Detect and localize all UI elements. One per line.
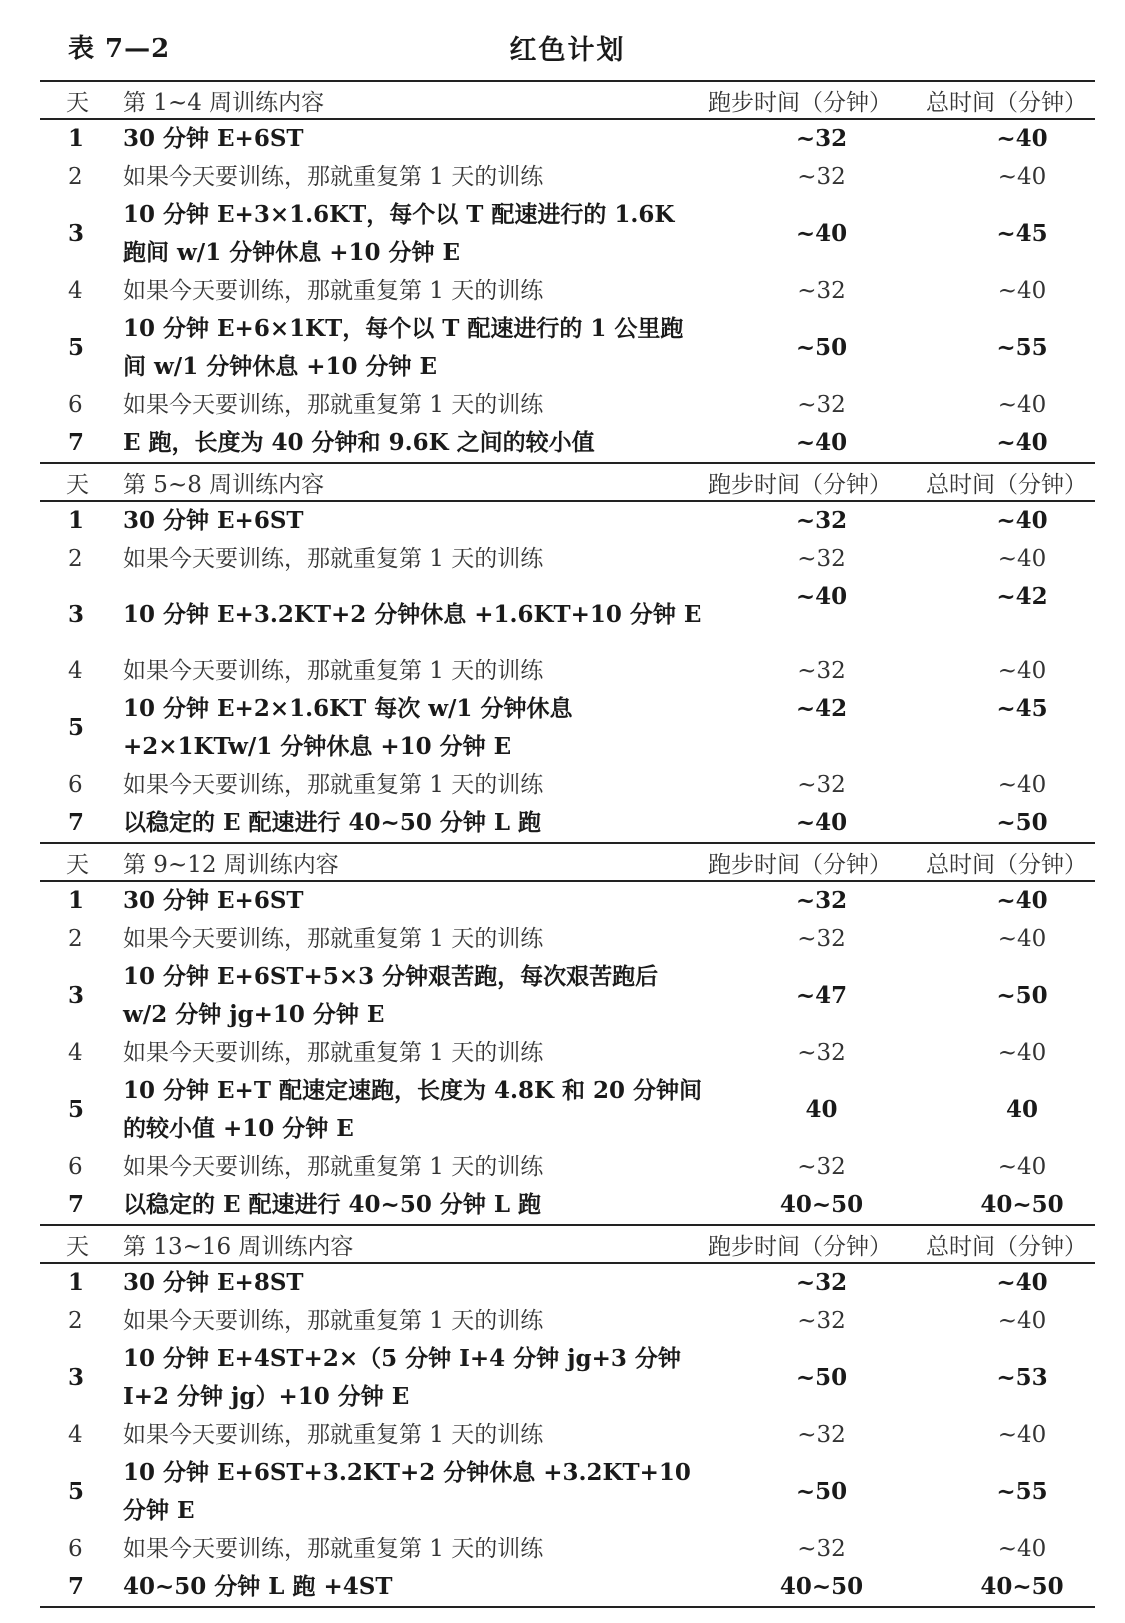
- total-time-value: ~45: [996, 695, 1048, 722]
- total-time-value: ~40: [996, 1269, 1048, 1296]
- table-label: 表 7—2: [68, 34, 171, 64]
- day-number: 1: [68, 507, 85, 534]
- workout-description: 30 分钟 E+6ST: [123, 125, 304, 152]
- run-time-value: ~32: [797, 926, 846, 952]
- workout-description: 30 分钟 E+6ST: [123, 507, 304, 534]
- run-time-value: ~32: [795, 887, 848, 914]
- run-time-value: ~32: [797, 772, 846, 798]
- table-row: [40, 196, 1095, 272]
- run-time-value: ~32: [795, 1269, 848, 1296]
- table-row: [40, 1340, 1095, 1416]
- run-time-value: 40~50: [779, 1191, 864, 1218]
- section-title: 第 13~16 周训练内容: [113, 1225, 708, 1263]
- table-row: [40, 424, 1095, 463]
- table-row: [40, 920, 1095, 958]
- table-row: [40, 690, 1095, 766]
- run-time-value: ~40: [795, 583, 848, 610]
- table-row: [40, 1148, 1095, 1186]
- total-time-column-header: 总时间（分钟）: [895, 463, 1095, 501]
- day-number: 5: [68, 1096, 85, 1123]
- workout-description: 以稳定的 E 配速进行 40~50 分钟 L 跑: [123, 809, 542, 836]
- day-column-header: 天: [40, 1225, 113, 1263]
- section-title: 第 9~12 周训练内容: [113, 843, 708, 881]
- day-number: 7: [68, 429, 85, 456]
- section-header-row: [40, 81, 1095, 119]
- table-row: [40, 881, 1095, 920]
- total-time-value: ~40: [996, 507, 1048, 534]
- day-number: 7: [68, 809, 85, 836]
- table-row: [40, 1263, 1095, 1302]
- run-time-value: ~40: [795, 809, 848, 836]
- day-number: 2: [68, 164, 83, 190]
- workout-description: 10 分钟 E+T 配速定速跑，长度为 4.8K 和 20 分钟间的较小值 +10 分钟 E: [123, 1077, 702, 1142]
- day-number: 2: [68, 926, 83, 952]
- table-row: [40, 1530, 1095, 1568]
- section-title: 第 1~4 周训练内容: [113, 81, 708, 119]
- total-time-value: 40~50: [980, 1191, 1064, 1218]
- total-time-value: ~50: [996, 809, 1048, 836]
- run-time-value: 40~50: [708, 1568, 895, 1607]
- day-number: 4: [68, 1040, 83, 1066]
- workout-description: 40~50 分钟 L 跑 +4ST: [113, 1568, 708, 1607]
- total-time-value: ~40: [996, 125, 1048, 152]
- run-time-value: ~32: [797, 546, 846, 572]
- day-number: 6: [68, 772, 83, 798]
- run-time-value: ~32: [797, 392, 846, 418]
- table-row: [40, 1186, 1095, 1225]
- table-row: [40, 158, 1095, 196]
- workout-description: 如果今天要训练，那就重复第 1 天的训练: [123, 926, 544, 952]
- workout-description: 30 分钟 E+8ST: [123, 1269, 304, 1296]
- table-row: [40, 804, 1095, 843]
- workout-description: 10 分钟 E+6ST+3.2KT+2 分钟休息 +3.2KT+10 分钟 E: [123, 1459, 691, 1524]
- workout-description: 10 分钟 E+2×1.6KT 每次 w/1 分钟休息 +2×1KTw/1 分钟休息 +10 分钟 E: [123, 695, 573, 760]
- total-time-value: ~40: [997, 658, 1047, 684]
- day-column-header: 天: [40, 463, 113, 501]
- run-time-value: ~32: [797, 1422, 846, 1448]
- run-time-value: ~32: [795, 125, 848, 152]
- total-time-column-header: 总时间（分钟）: [895, 1225, 1095, 1263]
- run-time-value: ~50: [795, 1364, 848, 1391]
- day-number: 2: [68, 546, 83, 572]
- day-number: 5: [68, 714, 85, 741]
- total-time-value: 40: [1005, 1096, 1038, 1123]
- table-row: [40, 272, 1095, 310]
- total-time-value: ~42: [996, 583, 1048, 610]
- total-time-value: ~45: [996, 220, 1048, 247]
- day-number: 6: [68, 392, 83, 418]
- day-number: 2: [68, 1308, 83, 1334]
- workout-description: 如果今天要训练，那就重复第 1 天的训练: [123, 1308, 544, 1334]
- table-title: 红色计划: [509, 35, 626, 66]
- section-header-row: [40, 463, 1095, 501]
- day-number: 4: [68, 278, 83, 304]
- day-number: 7: [68, 1191, 85, 1218]
- run-time-value: ~32: [797, 1154, 846, 1180]
- table-row: [40, 386, 1095, 424]
- run-time-column-header: 跑步时间（分钟）: [708, 463, 895, 501]
- table-row: [40, 119, 1095, 158]
- workout-description: 10 分钟 E+3.2KT+2 分钟休息 +1.6KT+10 分钟 E: [123, 601, 702, 628]
- table-row: [40, 1568, 1095, 1607]
- total-time-value: ~40: [996, 887, 1048, 914]
- day-number: 5: [68, 334, 85, 361]
- total-time-value: ~40: [997, 1154, 1047, 1180]
- run-time-value: ~32: [797, 658, 846, 684]
- training-plan-table: [40, 80, 1095, 1608]
- total-time-value: ~40: [997, 926, 1047, 952]
- total-time-value: ~40: [997, 1422, 1047, 1448]
- day-number: 1: [68, 125, 85, 152]
- day-number: 3: [68, 1364, 85, 1391]
- workout-description: 如果今天要训练，那就重复第 1 天的训练: [123, 164, 544, 190]
- day-number: 1: [68, 887, 85, 914]
- total-time-value: ~53: [996, 1364, 1048, 1391]
- total-time-column-header: 总时间（分钟）: [895, 843, 1095, 881]
- table-row: [40, 652, 1095, 690]
- table-row: [40, 958, 1095, 1034]
- day-number: 3: [68, 601, 85, 628]
- workout-description: 如果今天要训练，那就重复第 1 天的训练: [123, 772, 544, 798]
- day-column-header: 天: [40, 843, 113, 881]
- workout-description: 如果今天要训练，那就重复第 1 天的训练: [123, 392, 544, 418]
- section-header-row: [40, 1225, 1095, 1263]
- day-number: 6: [68, 1154, 83, 1180]
- total-time-value: ~50: [996, 982, 1048, 1009]
- day-column-header: 天: [40, 81, 113, 119]
- workout-description: 如果今天要训练，那就重复第 1 天的训练: [123, 1154, 544, 1180]
- run-time-column-header: 跑步时间（分钟）: [708, 1225, 895, 1263]
- workout-description: 以稳定的 E 配速进行 40~50 分钟 L 跑: [123, 1191, 542, 1218]
- total-time-value: ~40: [997, 546, 1047, 572]
- table-row: [40, 1454, 1095, 1530]
- table-row: [40, 540, 1095, 578]
- run-time-column-header: 跑步时间（分钟）: [708, 81, 895, 119]
- total-time-value: ~40: [997, 1308, 1047, 1334]
- workout-description: 10 分钟 E+4ST+2×（5 分钟 I+4 分钟 jg+3 分钟 I+2 分钟 jg）+10 分钟 E: [123, 1345, 681, 1410]
- run-time-value: ~42: [795, 695, 848, 722]
- run-time-value: ~40: [795, 220, 848, 247]
- day-number: 5: [68, 1478, 85, 1505]
- run-time-value: ~32: [797, 278, 846, 304]
- day-number: 6: [68, 1536, 83, 1562]
- run-time-value: ~40: [795, 429, 848, 456]
- day-number: 3: [68, 220, 85, 247]
- total-time-value: ~40: [997, 1536, 1047, 1562]
- run-time-value: ~50: [795, 334, 848, 361]
- workout-description: 10 分钟 E+6ST+5×3 分钟艰苦跑，每次艰苦跑后 w/2 分钟 jg+10 分钟 E: [123, 963, 659, 1028]
- workout-description: 如果今天要训练，那就重复第 1 天的训练: [123, 546, 544, 572]
- day-number: 1: [68, 1269, 85, 1296]
- training-plan-body: [40, 81, 1095, 1607]
- run-time-value: ~32: [797, 1040, 846, 1066]
- total-time-value: 40~50: [895, 1568, 1095, 1607]
- workout-description: 如果今天要训练，那就重复第 1 天的训练: [123, 1040, 544, 1066]
- run-time-value: ~32: [797, 1536, 846, 1562]
- workout-description: 10 分钟 E+6×1KT，每个以 T 配速进行的 1 公里跑间 w/1 分钟休息 +10 分钟 E: [123, 315, 684, 380]
- table-row: [40, 578, 1095, 652]
- run-time-value: ~50: [795, 1478, 848, 1505]
- day-number: 7: [40, 1568, 113, 1607]
- workout-description: 如果今天要训练，那就重复第 1 天的训练: [123, 1422, 544, 1448]
- section-title: 第 5~8 周训练内容: [113, 463, 708, 501]
- workout-description: 10 分钟 E+3×1.6KT，每个以 T 配速进行的 1.6K 跑间 w/1 分钟休息 +10 分钟 E: [123, 201, 675, 266]
- total-time-value: ~55: [996, 1478, 1048, 1505]
- total-time-value: ~40: [997, 772, 1047, 798]
- workout-description: 如果今天要训练，那就重复第 1 天的训练: [123, 278, 544, 304]
- workout-description: 30 分钟 E+6ST: [123, 887, 304, 914]
- total-time-value: ~40: [997, 278, 1047, 304]
- workout-description: 如果今天要训练，那就重复第 1 天的训练: [123, 658, 544, 684]
- total-time-column-header: 总时间（分钟）: [895, 81, 1095, 119]
- workout-description: 如果今天要训练，那就重复第 1 天的训练: [123, 1536, 544, 1562]
- total-time-value: ~55: [996, 334, 1048, 361]
- run-time-value: ~32: [797, 1308, 846, 1334]
- total-time-value: ~40: [997, 392, 1047, 418]
- total-time-value: ~40: [997, 1040, 1047, 1066]
- run-time-value: ~32: [797, 164, 846, 190]
- table-row: [40, 1034, 1095, 1072]
- run-time-column-header: 跑步时间（分钟）: [708, 843, 895, 881]
- workout-description: E 跑，长度为 40 分钟和 9.6K 之间的较小值: [123, 429, 595, 456]
- table-caption: [40, 22, 1095, 70]
- table-row: [40, 501, 1095, 540]
- section-header-row: [40, 843, 1095, 881]
- run-time-value: ~32: [795, 507, 848, 534]
- table-row: [40, 1416, 1095, 1454]
- table-row: [40, 1072, 1095, 1148]
- day-number: 4: [68, 658, 83, 684]
- day-number: 3: [68, 982, 85, 1009]
- run-time-value: ~47: [795, 982, 848, 1009]
- run-time-value: 40: [805, 1096, 838, 1123]
- table-row: [40, 1302, 1095, 1340]
- table-row: [40, 310, 1095, 386]
- day-number: 4: [68, 1422, 83, 1448]
- total-time-value: ~40: [996, 429, 1048, 456]
- total-time-value: ~40: [997, 164, 1047, 190]
- table-row: [40, 766, 1095, 804]
